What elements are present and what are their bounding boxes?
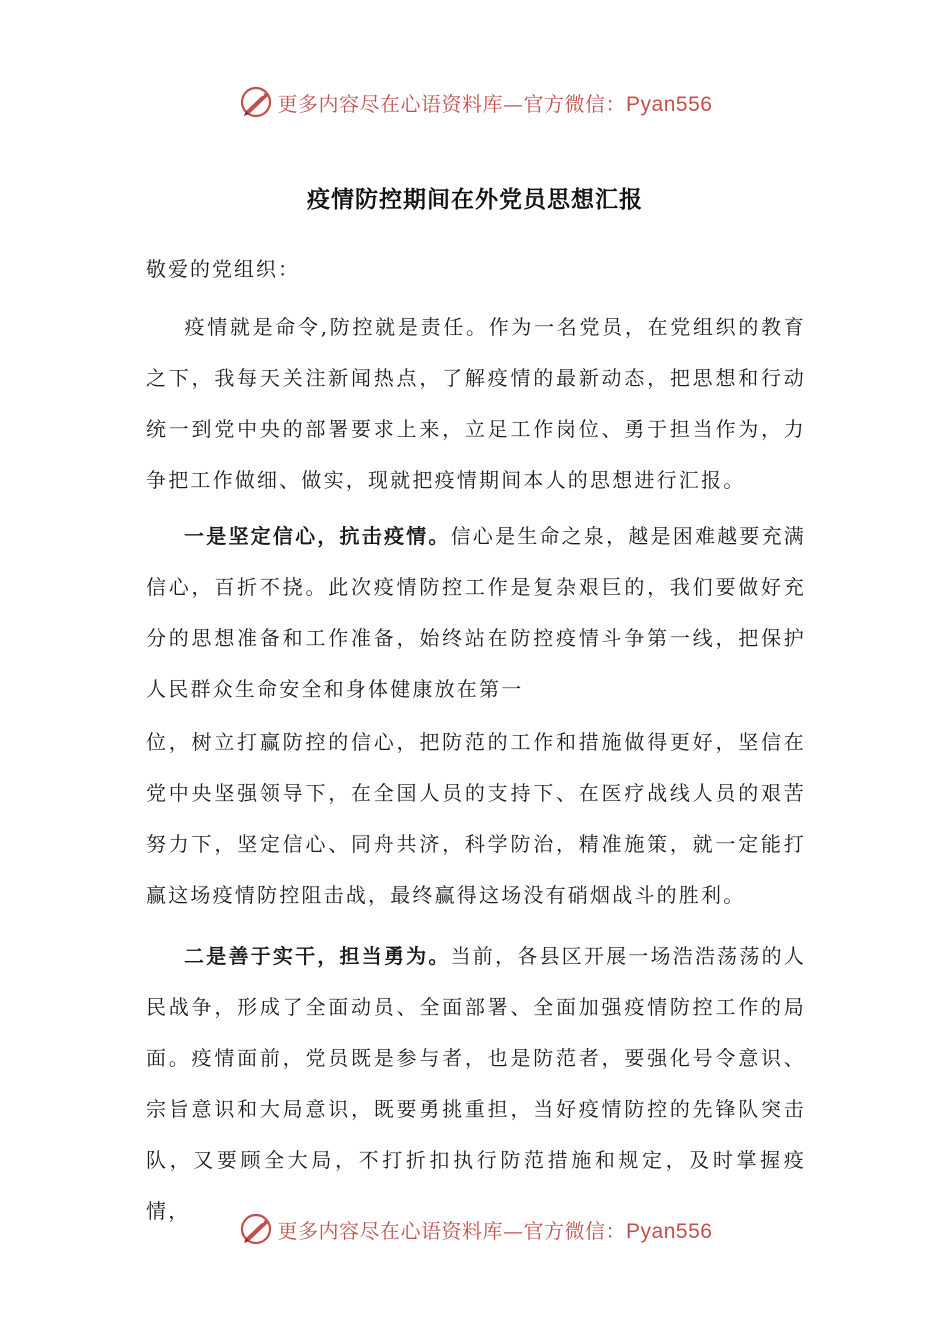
pen-logo-icon	[238, 1211, 274, 1247]
wechat-handle: Pyan556	[626, 92, 713, 116]
salutation: 敬爱的党组织：	[146, 257, 300, 281]
pen-logo-icon	[238, 84, 274, 120]
paragraph-2-heading: 一是坚定信心，抗击疫情。	[184, 524, 451, 548]
banner-text: 更多内容尽在心语资料库—官方微信：Pyan556	[277, 1218, 713, 1243]
document-title: 疫情防控期间在外党员思想汇报	[307, 186, 643, 213]
paragraph-1: 疫情就是命令,防控就是责任。作为一名党员，在党组织的教育之下，我每天关注新闻热点，了解疫情的最新动态，把思想和行动统一到党中央的部署要求上来，立足工作岗位、勇于担当作为，力争把工作做细、做实，现就把疫情期间本人的思想进行汇报。	[146, 315, 806, 492]
banner-text: 更多内容尽在心语资料库—官方微信：Pyan556	[277, 91, 713, 116]
header-banner	[0, 82, 950, 122]
paragraph-3: 位，树立打赢防控的信心，把防范的工作和措施做得更好，坚信在党中央坚强领导下，在全国人员的支持下、在医疗战线人员的艰苦努力下，坚定信心、同舟共济，科学防治，精准施策，就一定能打赢这场疫情防控阻击战，最终赢得这场没有硝烟战斗的胜利。	[146, 730, 806, 907]
paragraph-4-heading: 二是善于实干，担当勇为。	[184, 944, 451, 968]
wechat-handle: Pyan556	[626, 1219, 713, 1243]
paragraph-4: 二是善于实干，担当勇为。当前，各县区开展一场浩浩荡荡的人民战争，形成了全面动员、全面部署、全面加强疫情防控工作的局面。疫情面前，党员既是参与者，也是防范者，要强化号令意识、宗旨意识和大局意识，既要勇挑重担，当好疫情防控的先锋队突击队，又要顾全大局，不打折扣执行防范措施和规定，及时掌握疫情，	[146, 944, 807, 1223]
paragraph-2: 一是坚定信心，抗击疫情。信心是生命之泉，越是困难越要充满信心，百折不挠。此次疫情防控工作是复杂艰巨的，我们要做好充分的思想准备和工作准备，始终站在防控疫情斗争第一线，把保护人民群众生命安全和身体健康放在第一	[146, 524, 807, 701]
footer-banner	[0, 1209, 950, 1249]
